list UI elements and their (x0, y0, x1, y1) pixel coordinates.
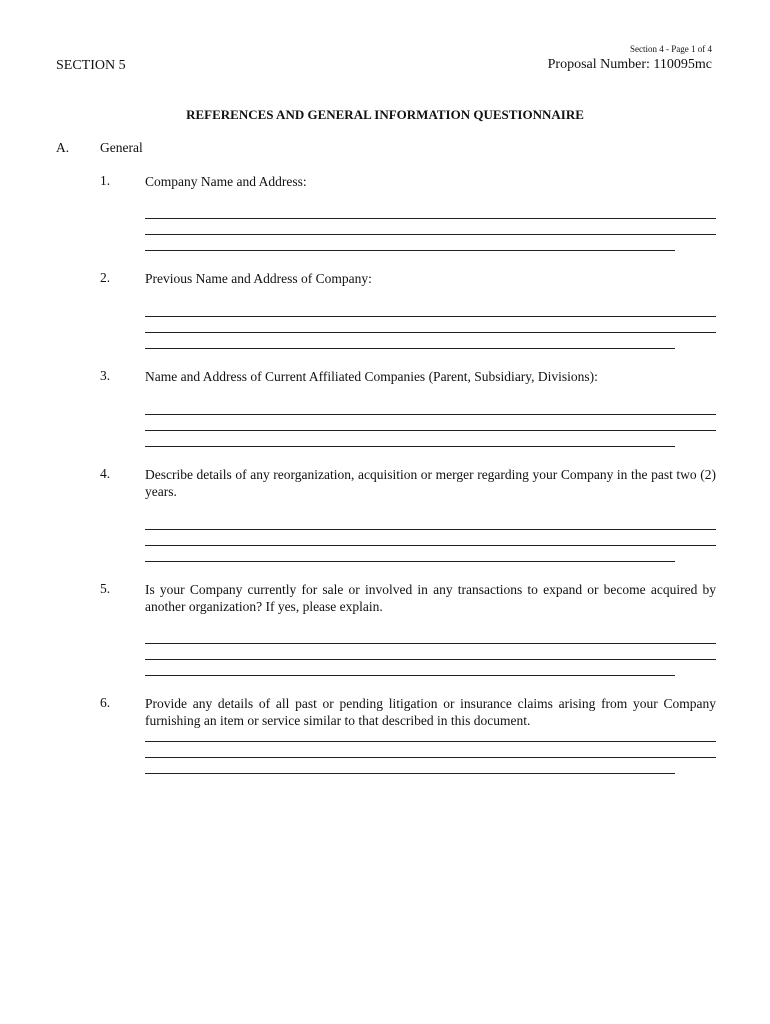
document-title: REFERENCES AND GENERAL INFORMATION QUESTIONNAIRE (186, 107, 584, 122)
answer-line[interactable] (145, 725, 716, 742)
answer-line[interactable] (145, 398, 716, 415)
question-text: Is your Company currently for sale or involved in any transactions to expand or become acquired by another organization? If yes, please explain. (145, 582, 716, 614)
question-number: 4. (100, 466, 111, 481)
answer-line[interactable] (145, 316, 716, 333)
question-number: 5. (100, 581, 111, 596)
answer-line[interactable] (145, 202, 716, 219)
answer-line[interactable] (145, 414, 716, 431)
answer-line[interactable] (145, 545, 675, 562)
question-number: 6. (100, 695, 111, 710)
question-number: 1. (100, 173, 111, 188)
answer-line[interactable] (145, 234, 675, 251)
answer-line[interactable] (145, 300, 716, 317)
answer-line[interactable] (145, 741, 716, 758)
question-number: 2. (100, 270, 111, 285)
answer-line[interactable] (145, 659, 675, 676)
answer-line[interactable] (145, 627, 716, 644)
question-text: Company Name and Address: (145, 174, 307, 189)
proposal-number: Proposal Number: 110095mc (547, 57, 712, 72)
question-number: 3. (100, 368, 111, 383)
answer-line[interactable] (145, 218, 716, 235)
answer-line[interactable] (145, 332, 675, 349)
answer-line[interactable] (145, 430, 675, 447)
answer-line[interactable] (145, 643, 716, 660)
answer-line[interactable] (145, 529, 716, 546)
part-title: General (100, 140, 143, 155)
page-reference: Section 4 - Page 1 of 4 (630, 44, 712, 54)
question-text: Provide any details of all past or pending litigation or insurance claims arising from your Company furnishing an item or service similar to that described in this document. (145, 696, 716, 728)
question-text: Describe details of any reorganization, acquisition or merger regarding your Company in the past two (2) years. (145, 467, 716, 499)
answer-line[interactable] (145, 757, 675, 774)
answer-line[interactable] (145, 513, 716, 530)
question-text: Name and Address of Current Affiliated Companies (Parent, Subsidiary, Divisions): (145, 369, 598, 384)
section-label: SECTION 5 (56, 58, 126, 73)
question-text: Previous Name and Address of Company: (145, 271, 372, 286)
part-letter: A. (56, 140, 70, 155)
